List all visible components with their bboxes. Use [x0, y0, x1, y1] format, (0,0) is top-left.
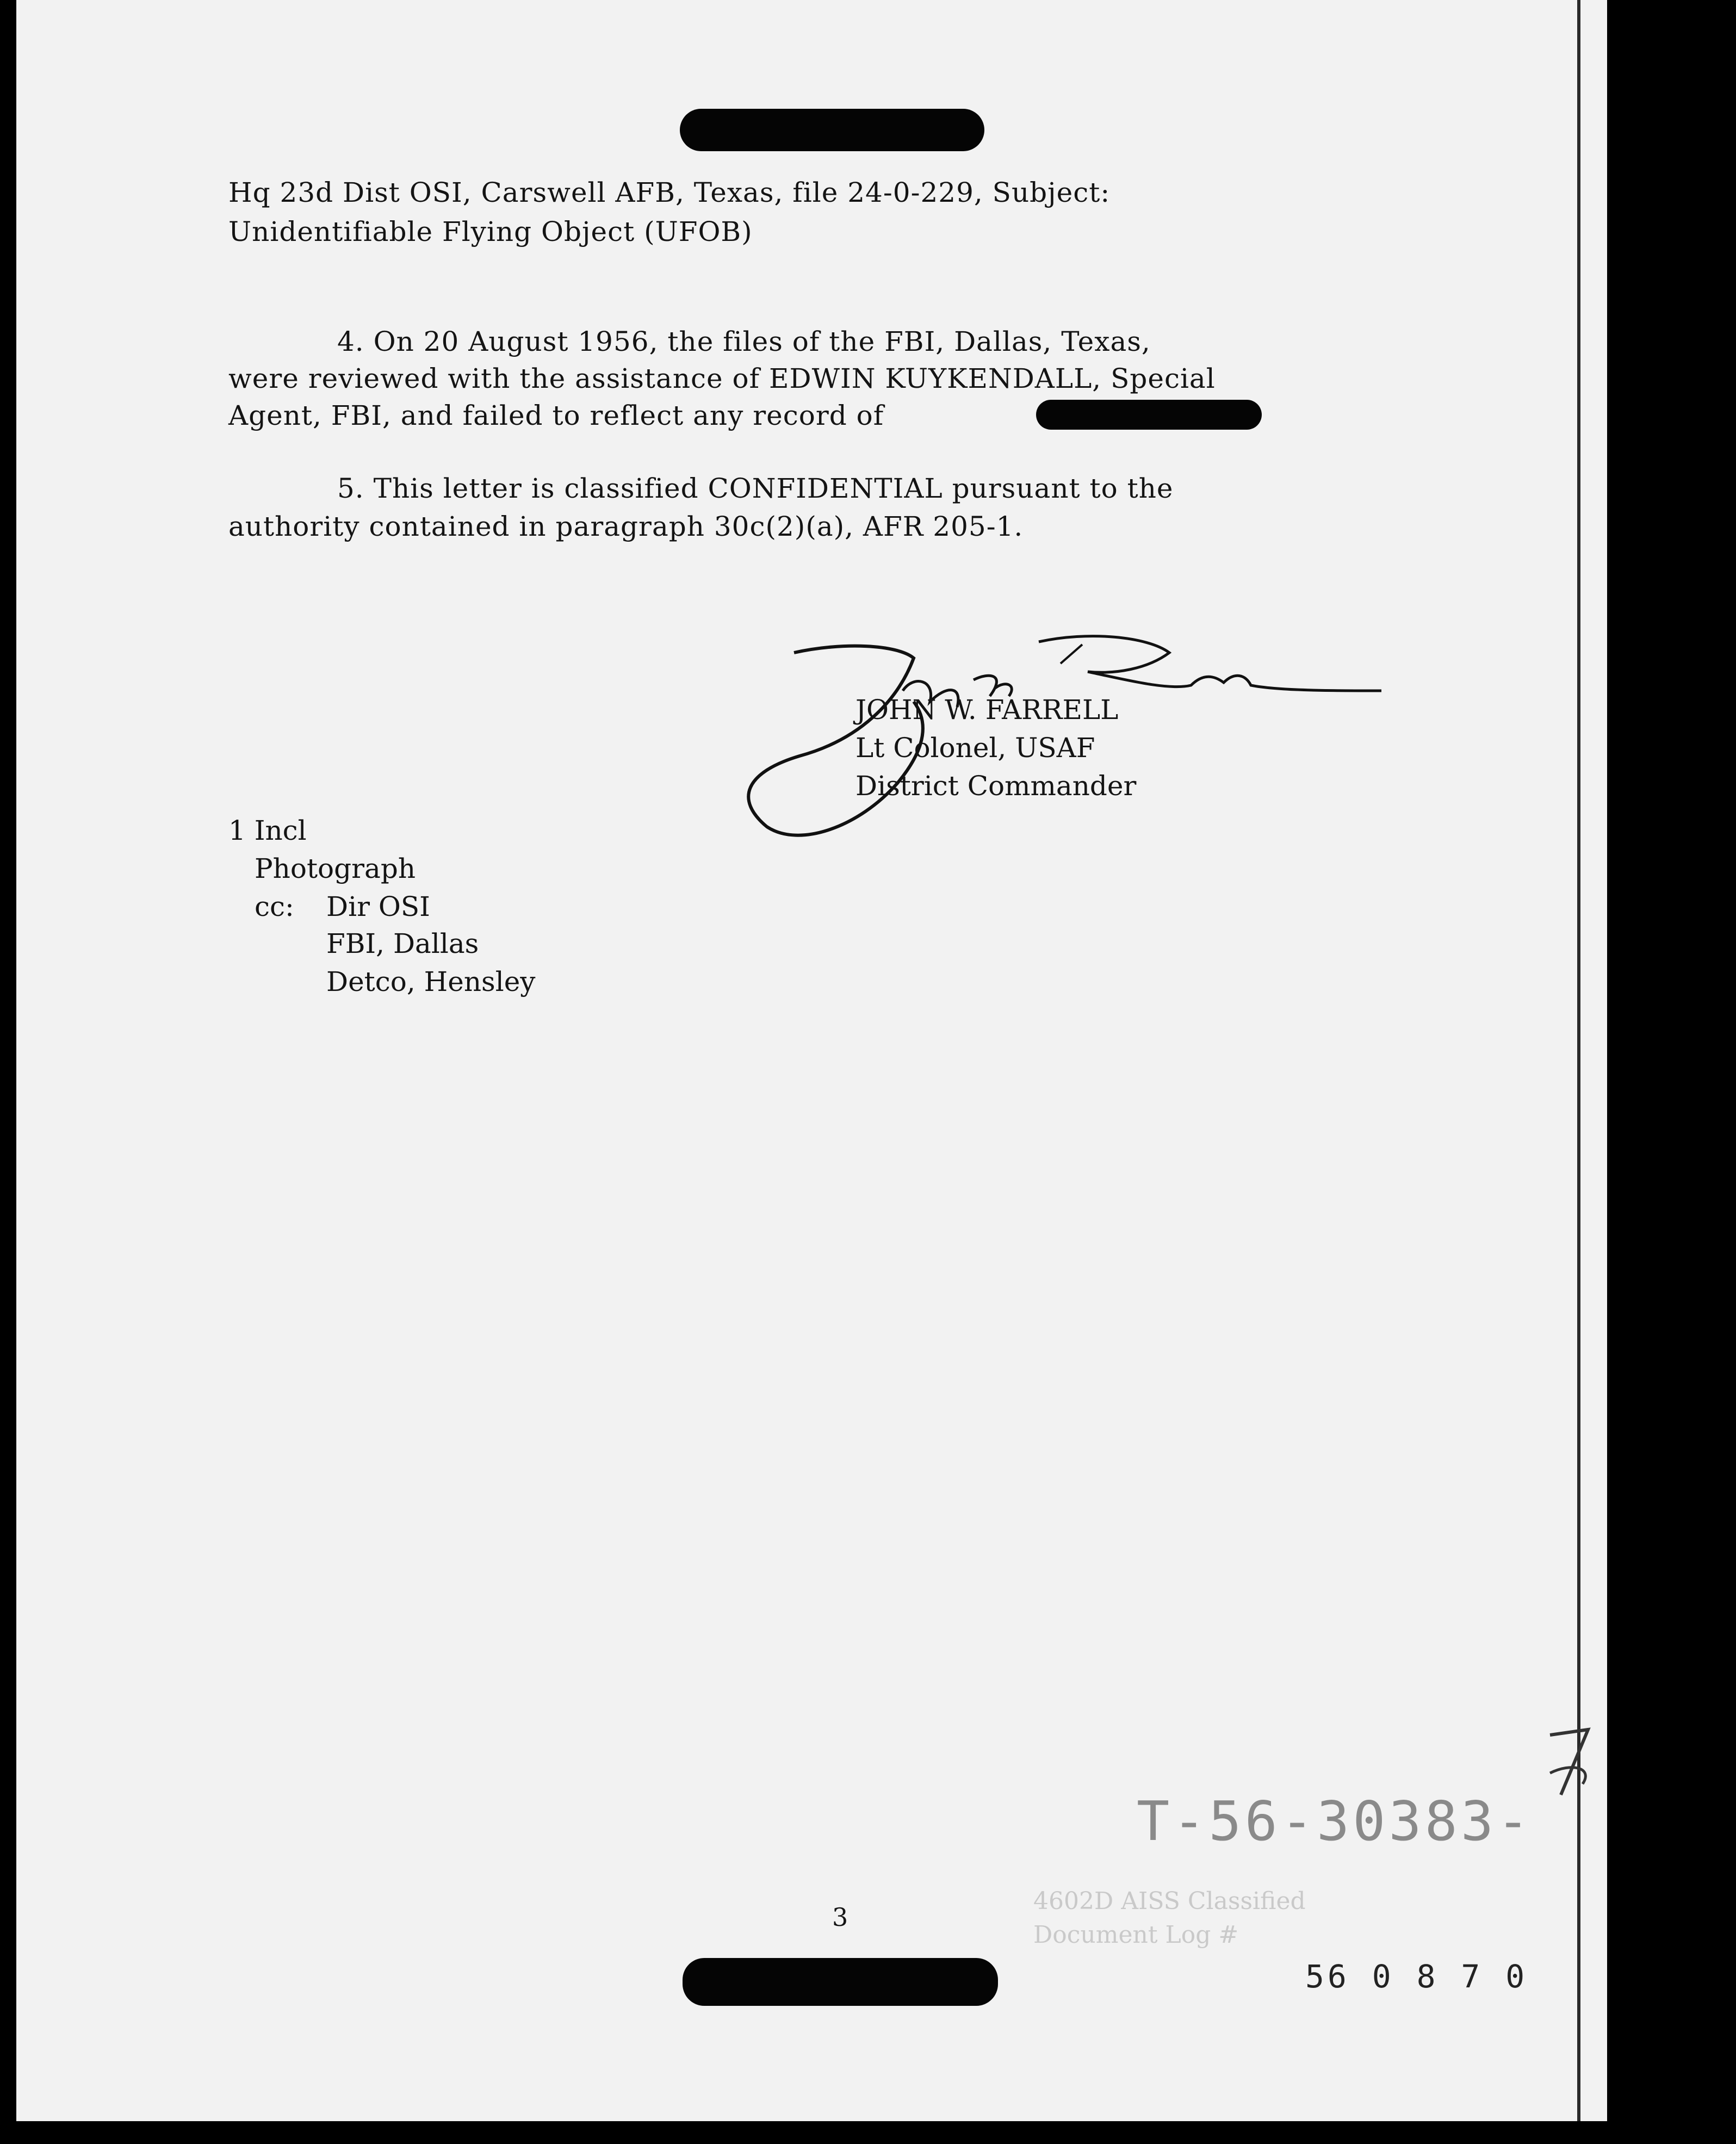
faded-log-stamp: [1033, 1885, 1306, 1952]
page-number: 3: [832, 1903, 848, 1932]
cc-recipient-3: Detco, Hensley: [326, 966, 536, 997]
cc-recipient-1: Dir OSI: [326, 891, 430, 922]
redaction-bar-inline: [1036, 400, 1262, 430]
header-line-2: Unidentifiable Flying Object (UFOB): [228, 216, 753, 247]
paragraph-5-line-2: authority contained in paragraph 30c(2)(a), AFR 205-1.: [228, 511, 1024, 542]
faded-log-stamp-line-1: 4602D AISS Classified: [1033, 1887, 1306, 1915]
control-number-stamp: T-56-30383-: [1137, 1789, 1533, 1853]
cc-label: cc:: [255, 891, 294, 922]
handwritten-seven-mark: [1539, 1719, 1604, 1800]
scan-border-right: [1607, 0, 1736, 2144]
enclosure-count: 1 Incl: [228, 815, 307, 846]
signer-name: JOHN W. FARRELL: [855, 694, 1119, 726]
cc-recipient-2: FBI, Dallas: [326, 928, 479, 959]
paragraph-4-line-1: 4. On 20 August 1956, the files of the FBI, Dallas, Texas,: [337, 326, 1151, 357]
signer-rank: Lt Colonel, USAF: [855, 732, 1095, 764]
paragraph-4-line-2: were reviewed with the assistance of EDWIN KUYKENDALL, Special: [228, 363, 1216, 394]
scan-border-bottom: [0, 2121, 1736, 2144]
paragraph-5-line-1: 5. This letter is classified CONFIDENTIAL pursuant to the: [337, 473, 1174, 504]
redaction-bar-bottom: [683, 1958, 998, 2006]
enclosure-item: Photograph: [255, 853, 416, 884]
page-edge-line: [1577, 0, 1580, 2121]
signature-block: [855, 691, 1136, 805]
paragraph-4-line-3: Agent, FBI, and failed to reflect any record of: [228, 400, 884, 431]
header-line-1: Hq 23d Dist OSI, Carswell AFB, Texas, file 24-0-229, Subject:: [228, 177, 1111, 208]
signer-title: District Commander: [855, 770, 1137, 802]
faded-log-stamp-line-2: Document Log #: [1033, 1921, 1239, 1949]
redaction-bar-top: [680, 109, 984, 151]
log-number-stamp: 56 0 8 7 0: [1305, 1958, 1528, 1995]
